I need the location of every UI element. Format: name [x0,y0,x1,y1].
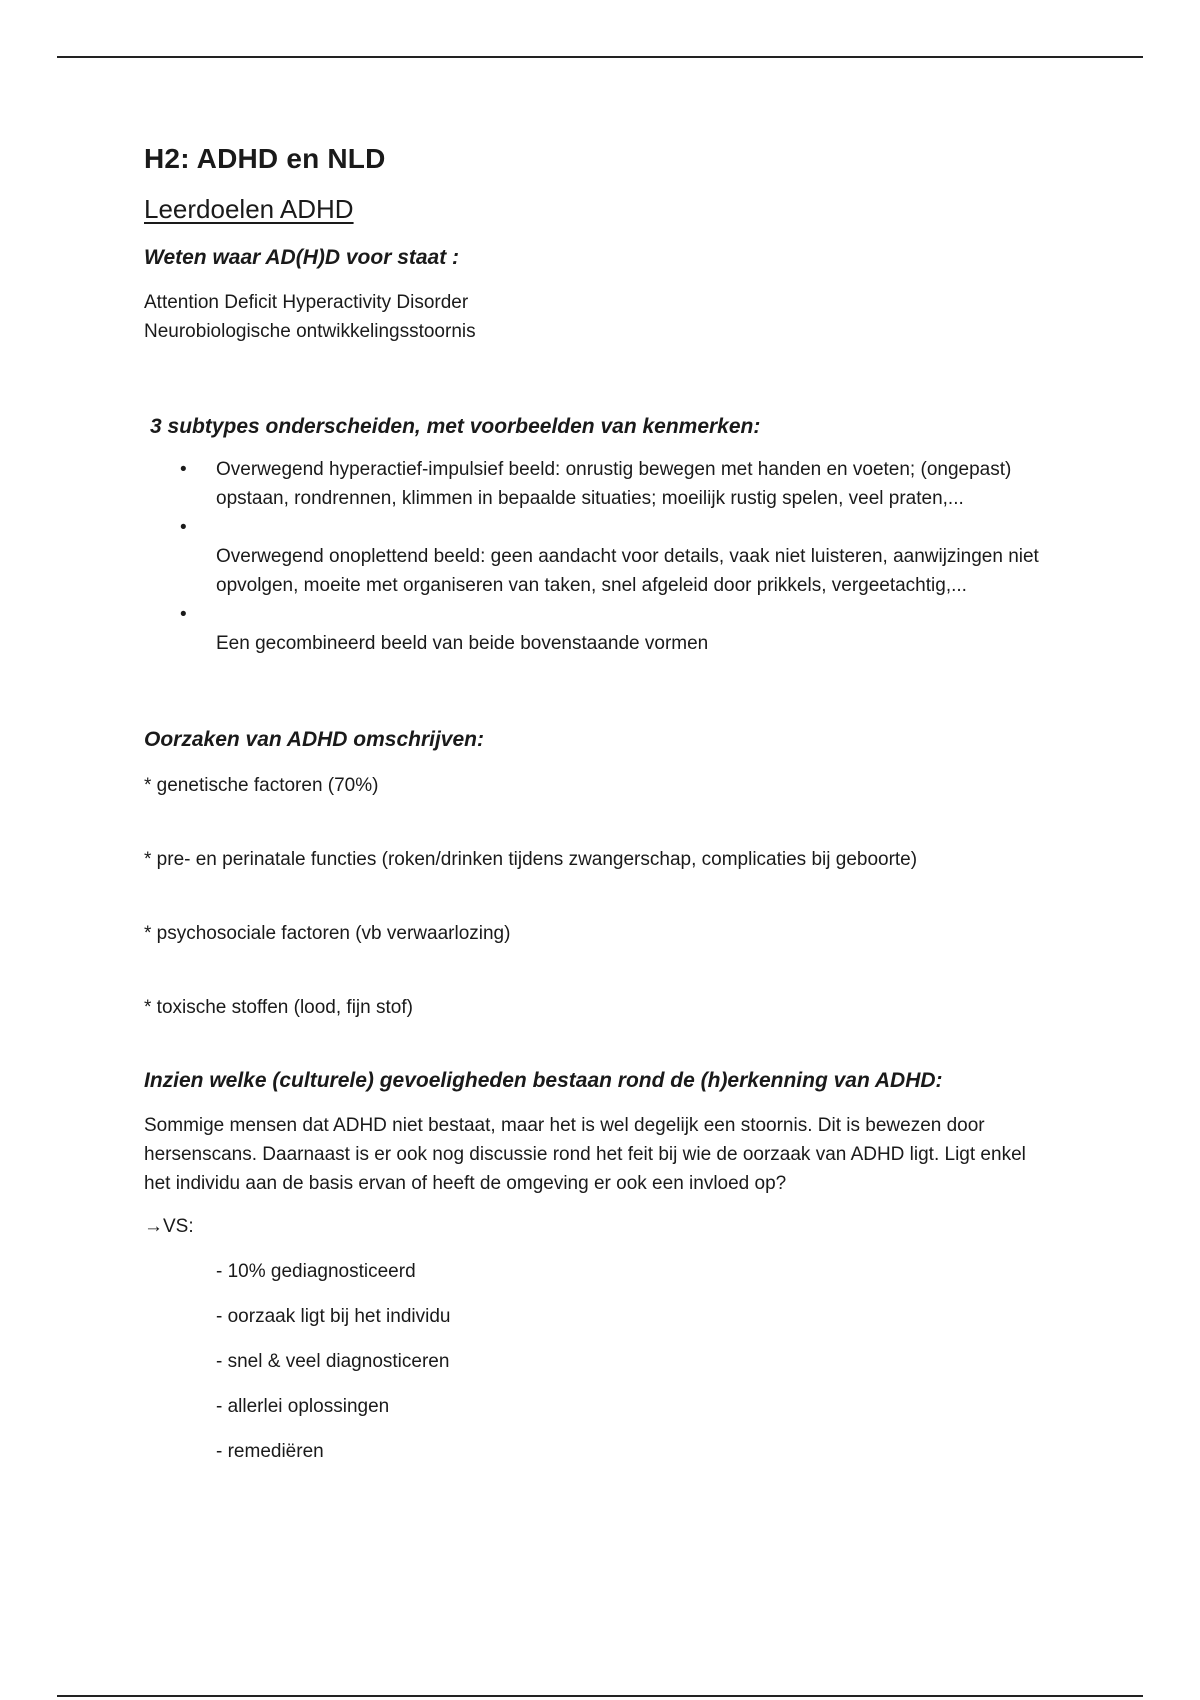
document-page [144,140,1044,1466]
subtypes-list [144,455,1044,658]
list-item-text: Overwegend hyperactief-impulsief beeld: onrustig bewegen met handen en voeten; (ongepast) opstaan, rondrennen, klimmen in bepaalde situaties; moeilijk rustig spelen, veel praten,... [216,459,1012,509]
list-item-text: Overwegend onoplettend beeld: geen aandacht voor details, vaak niet luisteren, aanwijzingen niet opvolgen, moeite met organiseren van taken, snel afgeleid door prikkels, vergeetachtig,... [216,546,1039,596]
list-item [144,629,1046,658]
list-item [144,542,1046,600]
list-item: - snel & veel diagnosticeren [216,1351,450,1372]
list-item [144,455,1046,513]
list-item: - 10% gediagnosticeerd [216,1261,416,1282]
bottom-rule [57,1695,1143,1697]
section1-line: Neurobiologische ontwikkelingsstoornis [144,321,476,342]
list-item: * genetische factoren (70%) [144,775,379,796]
list-item: - allerlei oplossingen [216,1396,390,1417]
list-item: - remediëren [216,1441,324,1462]
bullet-icon: • [180,517,187,538]
section4-heading: Inzien welke (culturele) gevoeligheden bestaan rond de (h)erkenning van ADHD: [144,1069,943,1092]
section2-heading: 3 subtypes onderscheiden, met voorbeelden van kenmerken: [150,415,761,438]
page-title: H2: ADHD en NLD [144,143,386,174]
list-item: * psychosociale factoren (vb verwaarlozing) [144,923,511,944]
subtitle: Leerdoelen ADHD [144,194,354,224]
section3-heading: Oorzaken van ADHD omschrijven: [144,728,484,751]
list-item: - oorzaak ligt bij het individu [216,1306,451,1327]
bullet-icon: • [180,604,187,625]
top-rule [57,56,1143,58]
bullet-icon: • [180,459,187,480]
section1-line: Attention Deficit Hyperactivity Disorder [144,292,469,313]
section4-paragraph: Sommige mensen dat ADHD niet bestaat, maar het is wel degelijk een stoornis. Dit is bewezen door hersenscans. Daarnaast is er ook nog discussie rond het feit bij wie de oorzaak van ADHD ligt. Ligt enkel het individu aan de basis ervan of heeft de omgeving er ook een invloed op? [144,1115,1026,1194]
list-item: * pre- en perinatale functies (roken/drinken tijdens zwangerschap, complicaties bij geboorte) [144,849,918,870]
list-item-text: Een gecombineerd beeld van beide bovenstaande vormen [216,633,709,654]
list-item [144,513,1046,542]
list-item [144,600,1046,629]
section1-heading: Weten waar AD(H)D voor staat : [144,246,460,269]
vs-label: →VS: [144,1216,194,1237]
list-item: * toxische stoffen (lood, fijn stof) [144,997,413,1018]
